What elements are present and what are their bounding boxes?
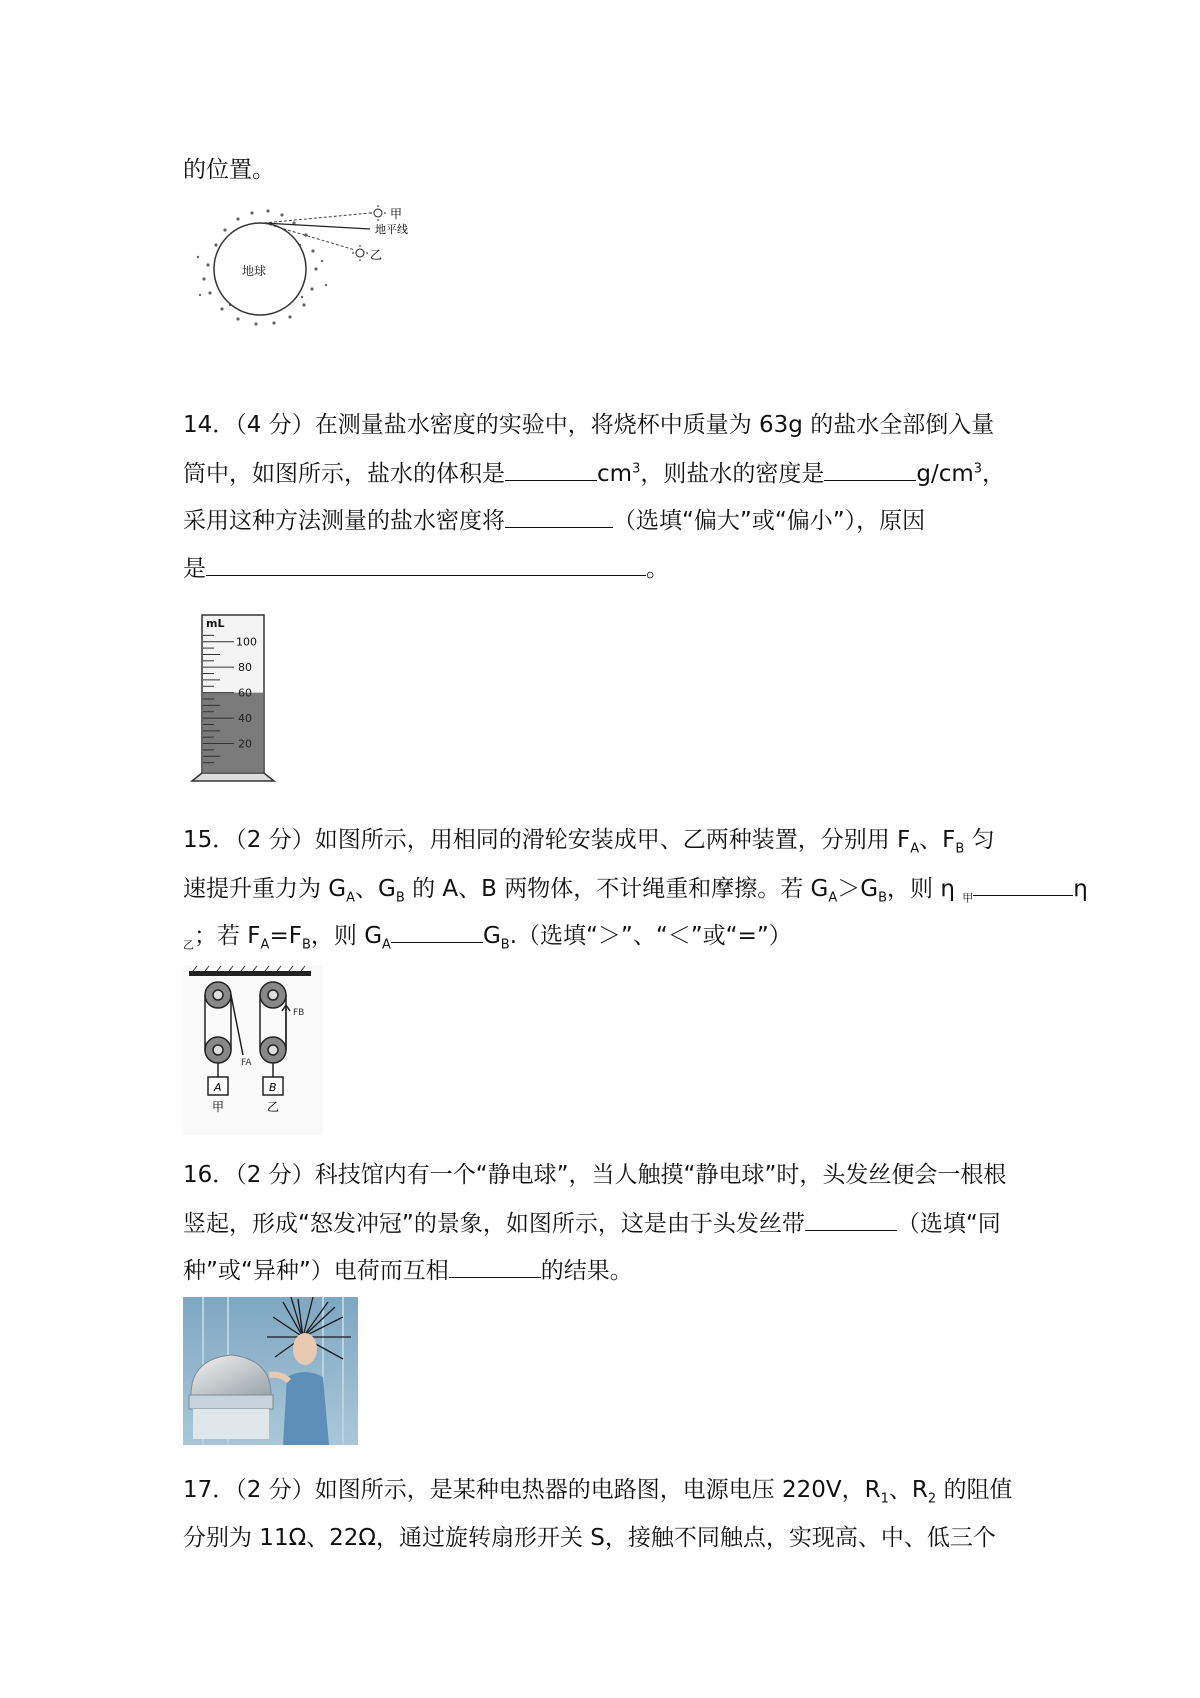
earth-refraction-figure [190, 205, 440, 340]
q14-line1 [183, 410, 994, 440]
sun-b-icon [352, 245, 368, 261]
q16-line2 [183, 1208, 1001, 1239]
q16-line2-a: 竖起，形成“怒发冲冠”的景象，如图所示，这是由于头发丝带 [183, 1211, 805, 1237]
q13-tail-text: 的位置。 [183, 157, 275, 183]
q14-line3-a: 采用这种方法测量的盐水密度将 [183, 508, 505, 534]
tick-label-60: 60 [238, 686, 252, 700]
q17-line1-c: 的阻值 [936, 1477, 1013, 1503]
cylinder-base [192, 773, 274, 781]
q14-line4 [183, 553, 669, 584]
q15-line2 [183, 873, 1088, 904]
earth-label: 地球 [242, 264, 267, 278]
ball-stand [189, 1395, 273, 1409]
force-a-label: FA [241, 1058, 252, 1068]
q15-line2-e: ，则 η [887, 876, 963, 902]
q15-line3-e: .（选填“＞”、“＜”或“=”） [509, 923, 792, 949]
pulley-figure-bg [183, 965, 323, 1135]
measuring-cylinder-figure [188, 605, 298, 795]
saltwater-liquid [203, 693, 263, 772]
q15-sub-jia: 甲 [962, 891, 974, 905]
q17-line1-b: 、R [888, 1477, 928, 1503]
apparent-ray [264, 213, 370, 223]
q16-line1 [183, 1160, 1006, 1190]
q16-line3-b: 的结果。 [540, 1258, 633, 1284]
q15-sub-gb: B [395, 890, 405, 906]
q14-volume-blank[interactable] [505, 458, 597, 481]
q16-charge-blank[interactable] [805, 1208, 897, 1231]
q15-line3-b: =F [269, 923, 302, 949]
q14-unit-exp1: 3 [632, 461, 641, 477]
q15-sub-gb2: B [878, 890, 888, 906]
q14-bias-blank[interactable] [505, 505, 613, 528]
q17-line2 [183, 1523, 996, 1553]
q16-line2-b: （选填“同 [896, 1211, 1001, 1237]
q15-sub-ga2: A [828, 890, 838, 906]
q15-sub-fa: A [260, 937, 270, 953]
q15-weight-blank[interactable] [391, 920, 483, 943]
face [293, 1333, 317, 1365]
q17-line1-a: 17．（2 分）如图所示，是某种电热器的电路图，电源电压 220V，R [183, 1477, 881, 1503]
q14-line4-a: 是 [183, 556, 206, 582]
q15-sub-a: A [910, 841, 920, 857]
q16-line3-a: 种”或“异种”）电荷而互相 [183, 1258, 449, 1284]
q14-line2 [183, 458, 1005, 489]
q15-sub-gb3: B [500, 937, 510, 953]
sun-a-icon [370, 205, 386, 221]
q15-line3-a: ；若 F [194, 923, 261, 949]
q15-line1 [183, 825, 995, 855]
q14-line2-a: 筒中，如图所示，盐水的体积是 [183, 461, 505, 487]
tick-label-40: 40 [238, 712, 252, 726]
setup-jia-label: 甲 [212, 1100, 225, 1114]
q15-line1-a: 15．（2 分）如图所示，用相同的滑轮安装成甲、乙两种装置，分别用 F [183, 827, 911, 853]
static-ball-photo [183, 1297, 358, 1445]
q16-interaction-blank[interactable] [449, 1255, 541, 1278]
q15-sub-b: B [955, 841, 965, 857]
sun-b-label: 乙 [370, 248, 383, 262]
q14-line4-b: 。 [646, 556, 669, 582]
q15-sub-yi: 乙 [183, 938, 194, 952]
ceiling-bar [189, 971, 311, 976]
q14-reason-blank[interactable] [206, 553, 646, 576]
object-b-label: B [269, 1081, 277, 1094]
q15-line3-d: G [482, 923, 501, 949]
q14-unit-exp2: 3 [973, 461, 983, 477]
force-b-label: FB [293, 1008, 305, 1018]
q15-line3-c: ，则 G [310, 923, 383, 949]
object-a-label: A [214, 1081, 222, 1094]
q14-line3-b: （选填“偏大”或“偏小”），原因 [613, 508, 926, 534]
q15-line2-d: ＞G [837, 876, 879, 902]
q14-line1-text: 14．（4 分）在测量盐水密度的实验中，将烧杯中质量为 63g 的盐水全部倒入量 [183, 412, 995, 438]
q16-line1-text: 16．（2 分）科技馆内有一个“静电球”，当人触摸“静电球”时，头发丝便会一根根 [183, 1162, 1007, 1188]
q17-sub-1: 1 [880, 1491, 889, 1507]
dress [283, 1372, 329, 1445]
q14-unit-cm: cm [597, 461, 633, 487]
horizon-label: 地平线 [375, 223, 408, 236]
q15-efficiency-blank[interactable] [973, 873, 1073, 896]
q15-line2-b: 、G [355, 876, 396, 902]
setup-yi-label: 乙 [267, 1100, 280, 1114]
q15-line2-a: 速提升重力为 G [183, 876, 347, 902]
q14-unit-gcm: g/cm [916, 461, 974, 487]
q15-sub-ga: A [346, 890, 356, 906]
q15-sub-fb: B [301, 937, 311, 953]
tick-label-20: 20 [238, 737, 252, 751]
q15-sub-ga3: A [382, 937, 391, 953]
sun-a-label: 甲 [390, 207, 403, 221]
q15-line2-f: η [1073, 876, 1088, 902]
q15-line2-c: 的 A、B 两物体，不计绳重和摩擦。若 G [404, 876, 829, 902]
q17-sub-2: 2 [927, 1491, 937, 1507]
q14-density-blank[interactable] [824, 458, 916, 481]
pulley-figure [183, 965, 323, 1135]
q15-line1-c: 匀 [964, 827, 995, 853]
cylinder-unit: mL [206, 617, 225, 630]
q17-line1 [183, 1475, 1013, 1505]
q15-line1-b: 、F [919, 827, 956, 853]
tick-label-80: 80 [238, 661, 252, 675]
q14-line2-end: ， [982, 461, 1006, 487]
q16-line3 [183, 1255, 633, 1286]
q17-line2-text: 分别为 11Ω、22Ω，通过旋转扇形开关 S，接触不同触点，实现高、中、低三个 [183, 1525, 996, 1551]
q14-line3 [183, 505, 925, 536]
tick-label-100: 100 [236, 635, 257, 649]
q15-line3 [183, 920, 792, 951]
q14-line2-b: ，则盐水的密度是 [640, 461, 825, 487]
ball-base [193, 1409, 269, 1439]
q13-tail [183, 155, 275, 185]
